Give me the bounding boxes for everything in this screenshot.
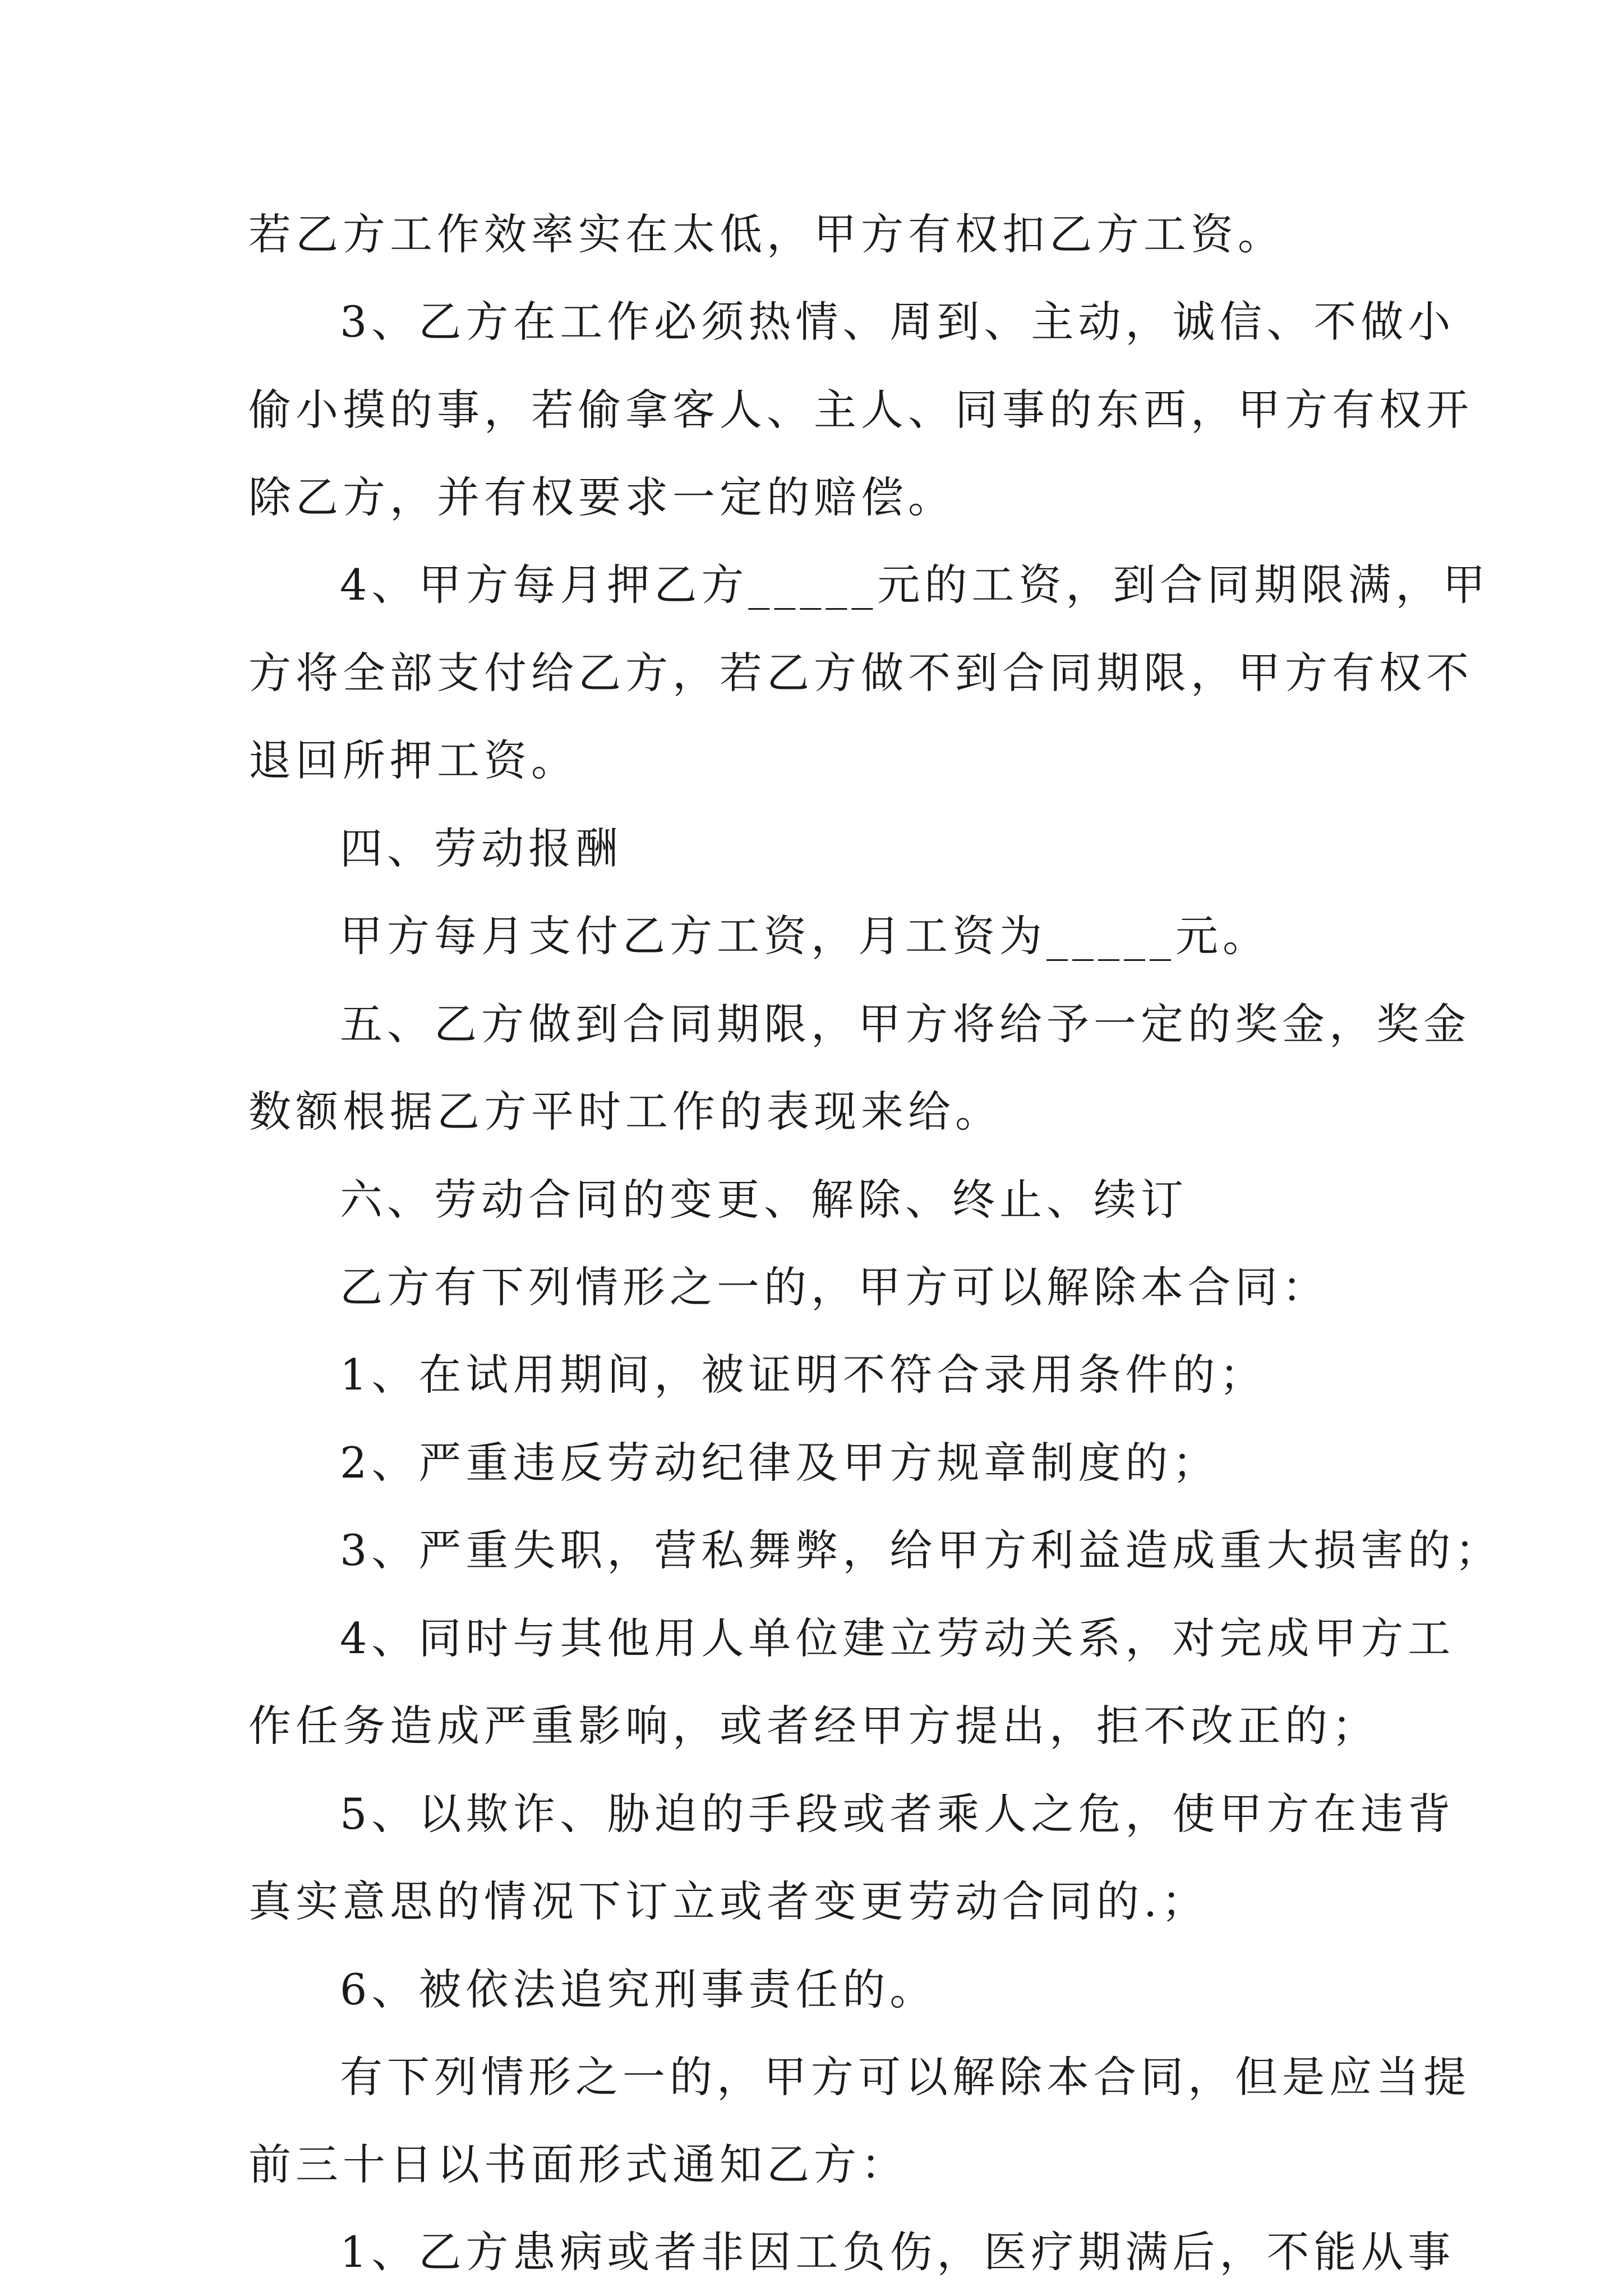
text-line: 退回所押工资。 — [248, 735, 578, 785]
text-line: 5、以欺诈、胁迫的手段或者乘人之危，使甲方在违背 — [340, 1789, 1455, 1839]
text-line: 乙方有下列情形之一的，甲方可以解除本合同： — [340, 1262, 1329, 1312]
text-line: 4、甲方每月押乙方_____元的工资，到合同期限满，甲 — [340, 560, 1490, 610]
text-line: 若乙方工作效率实在太低，甲方有权扣乙方工资。 — [248, 209, 1285, 259]
text-line: 1、在试用期间，被证明不符合录用条件的； — [340, 1350, 1267, 1400]
text-line: 方将全部支付给乙方，若乙方做不到合同期限，甲方有权不 — [248, 648, 1473, 698]
section-heading: 五、乙方做到合同期限，甲方将给予一定的奖金，奖金 — [340, 999, 1470, 1049]
text-line: 3、乙方在工作必须热情、周到、主动，诚信、不做小 — [340, 297, 1455, 347]
section-heading: 六、劳动合同的变更、解除、终止、续订 — [340, 1175, 1188, 1225]
text-line: 3、严重失职，营私舞弊，给甲方利益造成重大损害的； — [340, 1525, 1502, 1575]
text-line: 偷小摸的事，若偷拿客人、主人、同事的东西，甲方有权开 — [248, 385, 1473, 435]
text-line: 甲方每月支付乙方工资，月工资为_____元。 — [340, 911, 1270, 961]
text-line: 4、同时与其他用人单位建立劳动关系，对完成甲方工 — [340, 1613, 1455, 1663]
text-line: 真实意思的情况下订立或者变更劳动合同的.； — [248, 1876, 1209, 1926]
text-line: 2、严重违反劳动纪律及甲方规章制度的； — [340, 1438, 1220, 1488]
text-line: 前三十日以书面形式通知乙方： — [248, 2139, 908, 2189]
text-line: 1、乙方患病或者非因工负伤，医疗期满后，不能从事 — [340, 2227, 1455, 2277]
section-heading: 四、劳动报酬 — [340, 823, 623, 873]
text-line: 作任务造成严重影响，或者经甲方提出，拒不改正的； — [248, 1701, 1379, 1751]
text-line: 除乙方，并有权要求一定的赔偿。 — [248, 472, 955, 522]
text-line: 6、被依法追究刑事责任的。 — [340, 1964, 937, 2014]
text-line: 数额根据乙方平时工作的表现来给。 — [248, 1087, 1002, 1137]
text-line: 有下列情形之一的，甲方可以解除本合同，但是应当提 — [340, 2052, 1470, 2102]
